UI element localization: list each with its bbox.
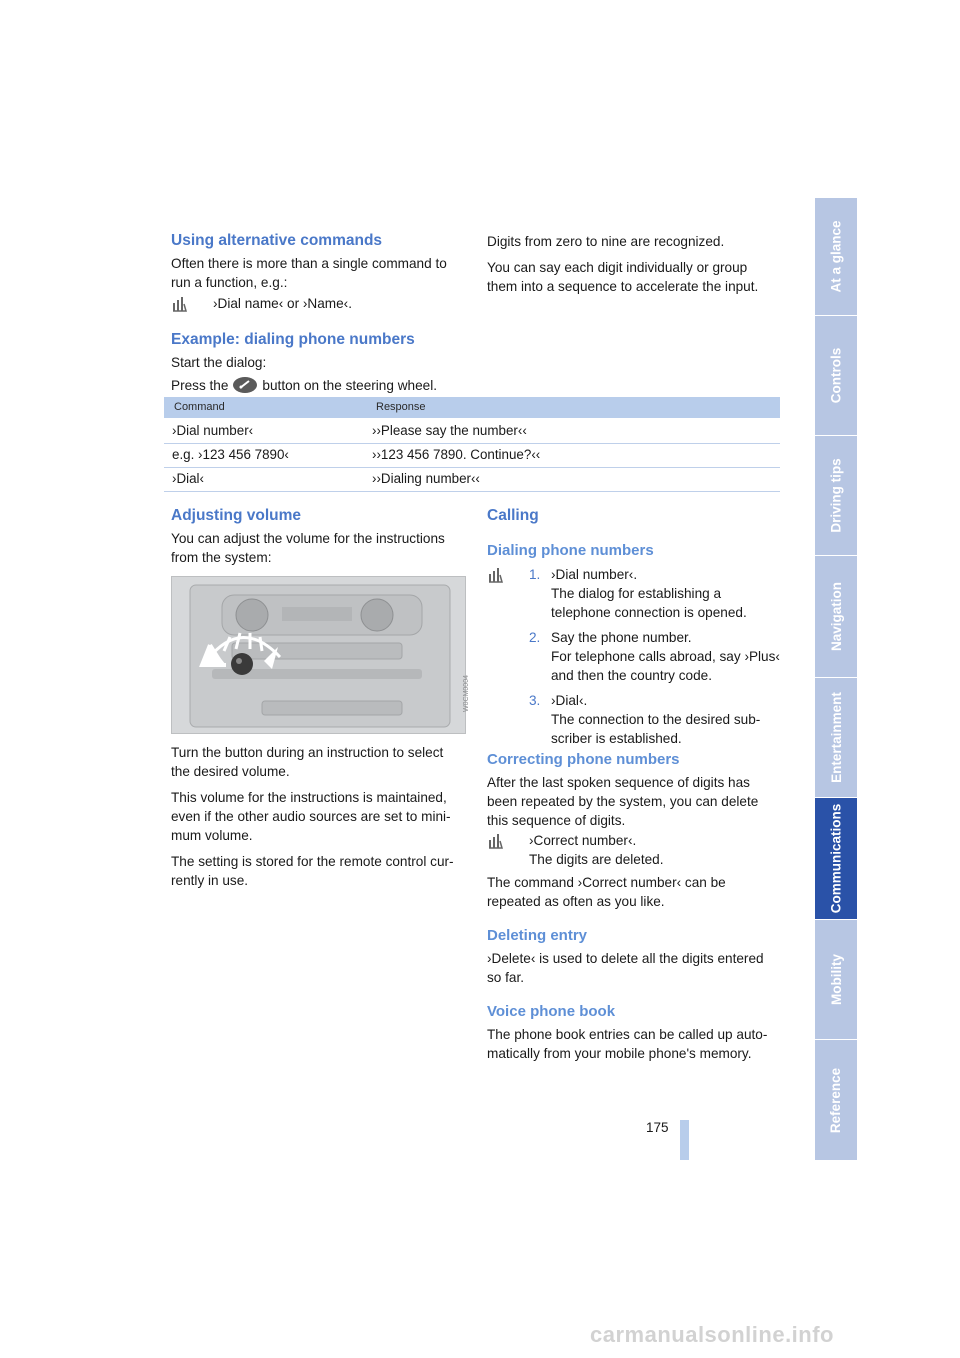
group-digits-text: You can say each digit individually or group them into a sequence to accelerate the input.: [487, 260, 759, 294]
volume-text: You can adjust the volume for the instructions from the system:: [171, 531, 445, 565]
correct-description: The digits are deleted.: [529, 852, 664, 867]
tab-at-a-glance[interactable]: [815, 198, 857, 316]
table-cell-response: ››Dialing number‹‹: [372, 471, 480, 486]
tab-label: At a glance: [828, 220, 844, 293]
tab-navigation[interactable]: [815, 556, 857, 678]
phonebook-text: The phone book entries can be called up auto-matically from your mobile phone's memory.: [487, 1027, 768, 1061]
voice-command-text: ›Dial name‹ or ›Name‹.: [213, 296, 352, 311]
table-header-command: Command: [174, 401, 225, 413]
press-after-text: button on the steering wheel.: [262, 377, 437, 393]
step-number: 2.: [529, 630, 541, 645]
list-item: [529, 628, 782, 685]
voice-command-correct: [487, 831, 779, 869]
correct-repeat-text: The command ›Correct number‹ can be repeated as often as you like.: [487, 875, 726, 909]
tab-label: Entertainment: [828, 692, 844, 783]
list-item: [529, 565, 782, 622]
step-description: The dialog for establishing a telephone connection is opened.: [551, 586, 747, 620]
table-header: [164, 397, 780, 418]
step-description: The connection to the desired sub-scriber is established.: [551, 712, 761, 746]
voice-command-dialing: [487, 565, 782, 754]
tab-label: Communications: [828, 803, 844, 914]
start-dialog-text: Start the dialog:: [171, 355, 267, 370]
step-command: Say the phone number.: [551, 630, 692, 645]
tab-controls[interactable]: [815, 316, 857, 436]
radio-panel-illustration: [172, 577, 465, 733]
deleting-text: ›Delete‹ is used to delete all the digits entered so far.: [487, 951, 764, 985]
step-description: For telephone calls abroad, say ›Plus‹ and then the country code.: [551, 649, 780, 683]
table-row: [164, 419, 780, 444]
list-item: [529, 691, 782, 748]
tab-label: Navigation: [828, 581, 844, 652]
correcting-text: After the last spoken sequence of digits has been repeated by the system, you can delete this sequence of digits.: [487, 775, 759, 828]
dialing-steps: [529, 565, 782, 754]
table-row: [164, 443, 780, 468]
tab-label: Driving tips: [828, 458, 844, 533]
section-heading-example-dialing: Example: dialing phone numbers: [171, 331, 415, 348]
table-row: [164, 467, 780, 492]
volume-maintained-text: This volume for the instructions is maintained, even if the other audio sources are set to mini-mum volume.: [171, 790, 451, 843]
subheading-dialing-phone-numbers: Dialing phone numbers: [487, 542, 654, 559]
subheading-correcting-phone-numbers: Correcting phone numbers: [487, 751, 680, 768]
press-before-text: Press the: [171, 377, 229, 393]
page-number: 175: [646, 1120, 669, 1135]
radio-panel-image: [171, 576, 470, 734]
table-cell-command: ›Dial number‹: [172, 423, 254, 438]
digits-text: Digits from zero to nine are recognized.: [487, 234, 725, 249]
step-command: ›Dial number‹.: [551, 567, 638, 582]
turn-button-text: Turn the button during an instruction to select the desired volume.: [171, 745, 444, 779]
page-marker: [680, 1120, 689, 1160]
step-number: 3.: [529, 693, 541, 708]
step-command: ›Dial‹.: [551, 693, 588, 708]
right-top-text: [487, 232, 779, 303]
voice-command-icon: [487, 565, 507, 585]
volume-details: [171, 743, 463, 897]
tab-driving-tips[interactable]: [815, 436, 857, 556]
tab-label: Reference: [828, 1067, 844, 1133]
tab-communications[interactable]: [815, 798, 857, 920]
section-heading-calling: Calling: [487, 507, 539, 524]
voice-command-icon: [487, 831, 507, 851]
table-header-response: Response: [376, 401, 426, 413]
table-cell-response: ››Please say the number‹‹: [372, 423, 527, 438]
alt-commands-text: Often there is more than a single command to run a function, e.g.:: [171, 256, 447, 290]
watermark: carmanualsonline.info: [590, 1322, 834, 1347]
tab-label: Controls: [828, 347, 844, 404]
section-heading-alternative-commands: Using alternative commands: [171, 232, 383, 249]
subheading-voice-phone-book: Voice phone book: [487, 1003, 616, 1020]
table-cell-response: ››123 456 7890. Continue?‹‹: [372, 447, 541, 462]
correct-command: ›Correct number‹.: [529, 833, 637, 848]
press-button-text: [171, 375, 437, 395]
voice-command-alt: [171, 294, 461, 314]
table-cell-command: e.g. ›123 456 7890‹: [172, 447, 289, 462]
image-code: W0CM0004: [463, 675, 470, 712]
step-number: 1.: [529, 567, 541, 582]
voice-button-icon: [231, 375, 259, 395]
tab-reference[interactable]: [815, 1040, 857, 1161]
subheading-deleting-entry: Deleting entry: [487, 927, 588, 944]
table-cell-command: ›Dial‹: [172, 471, 204, 486]
tab-entertainment[interactable]: [815, 678, 857, 798]
tab-mobility[interactable]: [815, 920, 857, 1040]
tab-label: Mobility: [828, 954, 844, 1005]
voice-command-icon: [171, 294, 191, 314]
section-heading-adjusting-volume: Adjusting volume: [171, 507, 302, 524]
setting-stored-text: The setting is stored for the remote control cur-rently in use.: [171, 854, 454, 888]
